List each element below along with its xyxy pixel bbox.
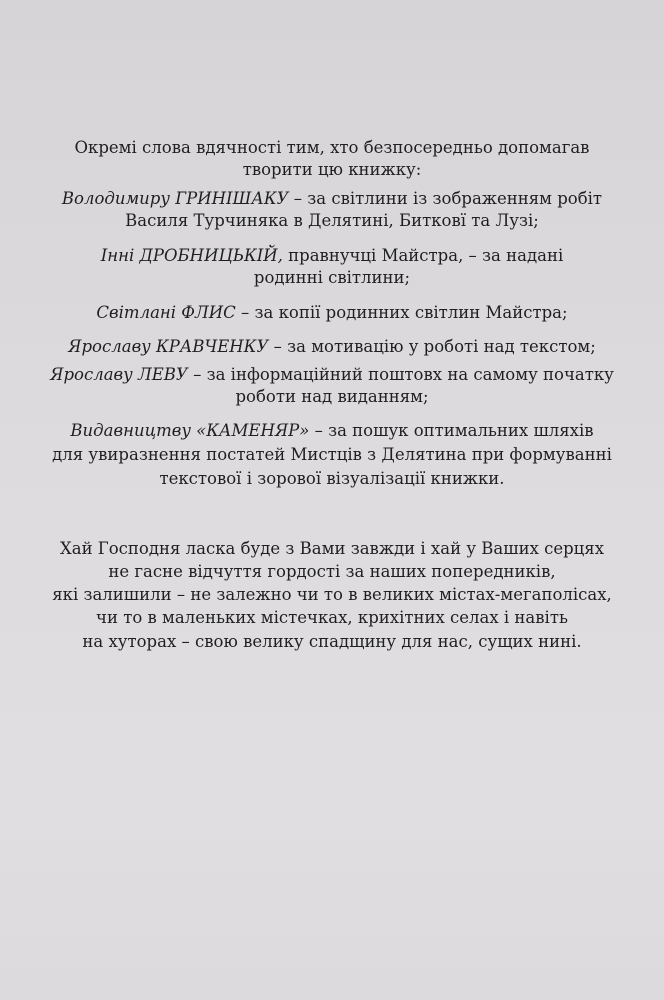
ack-3-text-1: – за копії родинних світлин Майстра; (235, 303, 568, 322)
blessing-line-5: на хуторах – свою велику спадщину для нас, сущих нині. (82, 632, 582, 651)
ack-6-line-2: для увиразнення постатей Мистців з Делятина при формуванні (52, 445, 612, 464)
ack-6-name: Видавництву «КАМЕНЯР» (70, 421, 310, 440)
ack-1-line-1 (0, 188, 664, 210)
blessing-line-4: чи то в маленьких містечках, крихітних селах і навіть (96, 608, 568, 627)
ack-5-line-1 (0, 364, 664, 386)
ack-2-name: Інні ДРОБНИЦЬКІЙ, (100, 246, 283, 265)
ack-4-text-1: – за мотивацію у роботі над текстом; (268, 337, 596, 356)
ack-3-name: Світлані ФЛИС (96, 303, 236, 322)
blessing-line-3: які залишили – не залежно чи то в великих містах-мегаполісах, (52, 585, 612, 604)
intro-line-2: творити цю книжку: (242, 160, 422, 179)
ack-5-line-2: роботи над виданням; (235, 387, 429, 406)
ack-1-name: Володимиру ГРИНІШАКУ (61, 189, 289, 208)
blessing-line-1: Хай Господня ласка буде з Вами завжди і хай у Ваших серцях (59, 539, 605, 558)
ack-5-name: Ярославу ЛЕВУ (50, 365, 188, 384)
ack-6-line-1 (0, 420, 664, 442)
ack-2-line-1 (0, 245, 664, 267)
ack-4-line-1 (0, 336, 664, 358)
ack-2-line-2: родинні світлини; (253, 268, 411, 287)
ack-3-line-1 (0, 302, 664, 324)
ack-6-text-1: – за пошук оптимальних шляхів (309, 421, 594, 440)
intro-line-1: Окремі слова вдячності тим, хто безпосередньо допомагав (74, 138, 590, 157)
ack-4-name: Ярославу КРАВЧЕНКУ (68, 337, 269, 356)
ack-2-text-1: правнучці Майстра, – за надані (282, 246, 564, 265)
ack-6-line-3: текстової і зорової візуалізації книжки. (159, 469, 505, 488)
ack-5-text-1: – за інформаційний поштовх на самому початку (187, 365, 614, 384)
ack-1-line-2: Василя Турчиняка в Делятині, Битковї та Лузі; (125, 211, 539, 230)
blessing-line-2: не гасне відчуття гордості за наших попередників, (108, 562, 556, 581)
ack-1-text-1: – за світлини із зображенням робіт (288, 189, 603, 208)
